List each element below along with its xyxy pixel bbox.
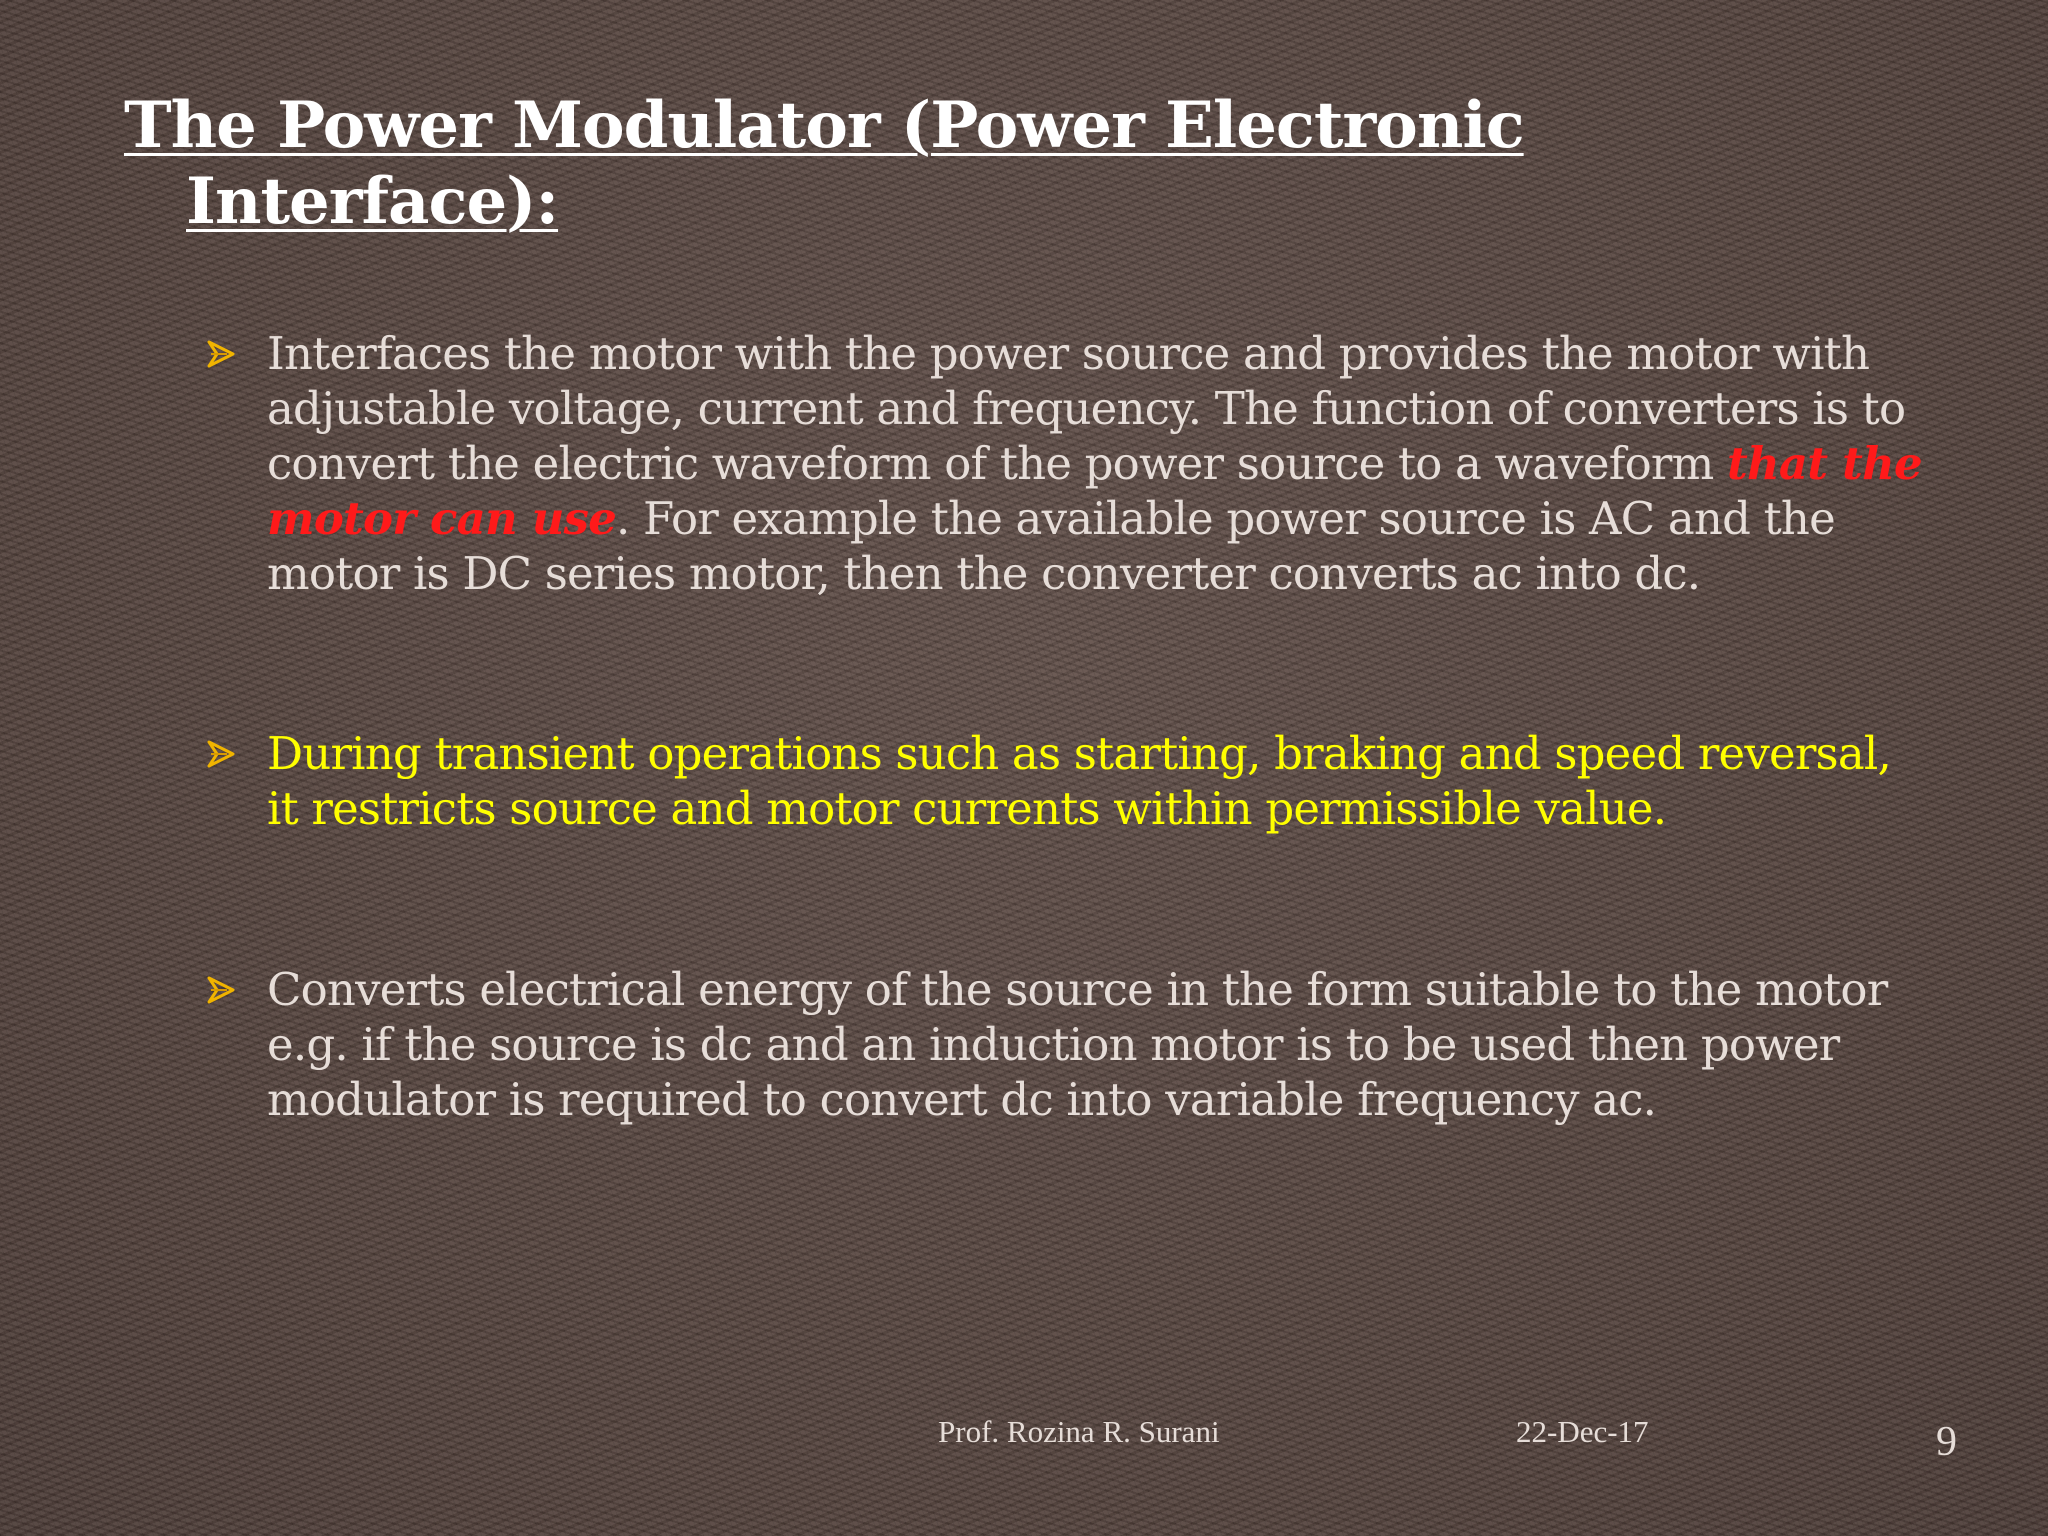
slide-title-line-1: The Power Modulator (Power Electronic [124,88,1524,163]
bullet-item-2 [205,726,1925,836]
arrowhead-bullet-icon [205,338,237,370]
slide-title-line-2: Interface): [186,164,559,239]
arrowhead-bullet-icon [205,974,237,1006]
bullet-item-3 [205,962,1925,1127]
bullet-1-text-after: . For example the available power source is AC and the motor is DC series motor, then the converter converts ac into dc. [267,492,1835,600]
bullet-1-text-before: Interfaces the motor with the power source and provides the motor with adjustable voltage, current and frequency. The function of converters is to convert the electric waveform of the power source to a waveform [267,327,1906,490]
bullet-3-text: Converts electrical energy of the source in the form suitable to the motor e.g. if the source is dc and an induction motor is to be used then power modulator is required to convert dc into variable frequency ac. [267,963,1888,1126]
arrowhead-bullet-icon [205,738,237,770]
bullet-1-text [267,326,1925,601]
slide-number: 9 [1936,1419,1957,1465]
footer-date: 22-Dec-17 [1516,1414,1649,1449]
bullet-2-text: During transient operations such as starting, braking and speed reversal, it restricts source and motor currents within permissible value. [267,727,1891,835]
footer-author: Prof. Rozina R. Surani [938,1414,1220,1449]
bullet-1-highlight: that the motor can use [267,437,1922,545]
bullet-item-1 [205,326,1925,601]
